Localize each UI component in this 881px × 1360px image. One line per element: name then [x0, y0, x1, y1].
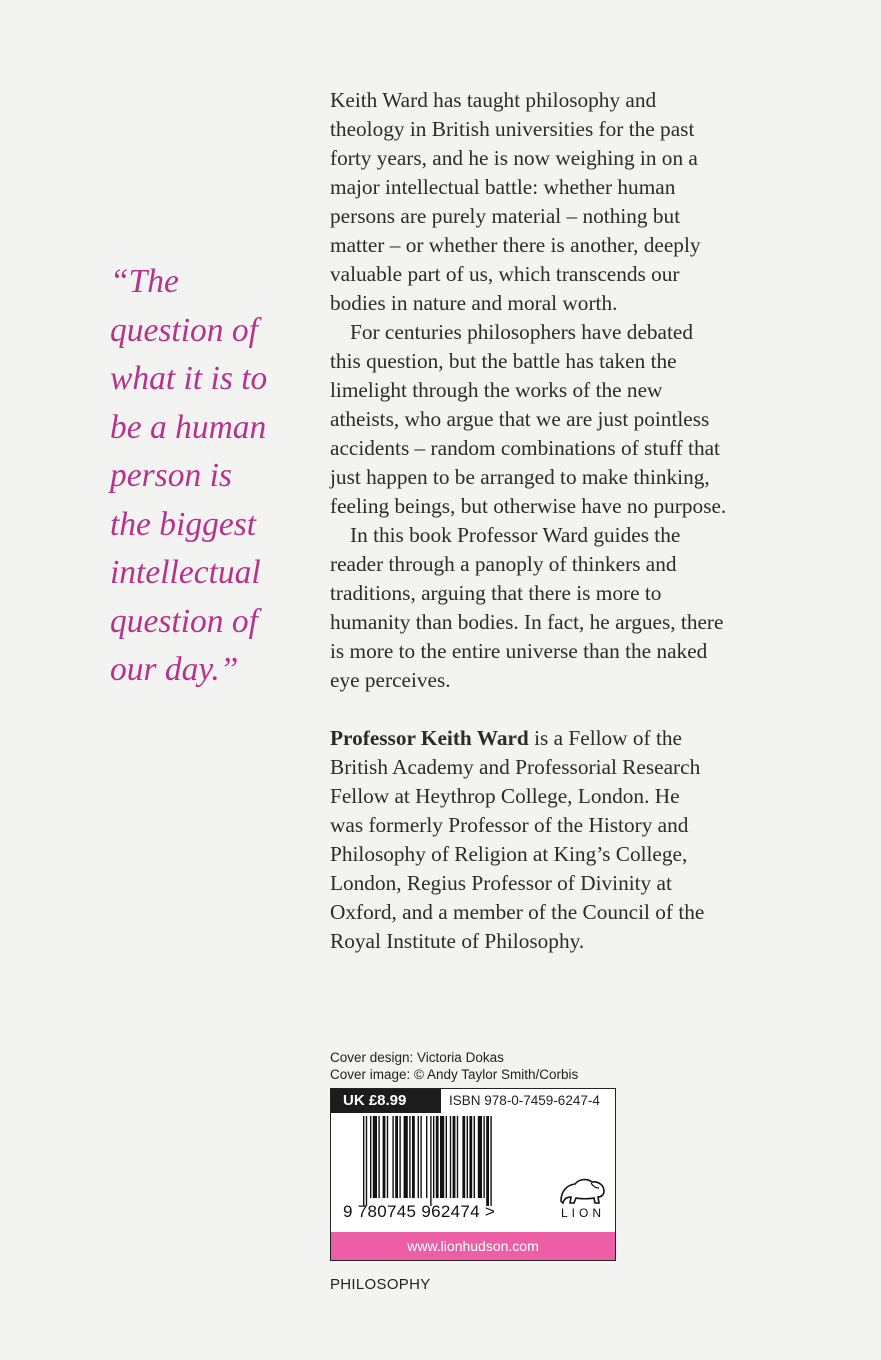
barcode-bar	[383, 1116, 386, 1198]
book-description	[330, 86, 800, 695]
description-line: valuable part of us, which transcends our	[330, 262, 680, 286]
barcode-bar	[418, 1116, 419, 1198]
quote-line: question of	[110, 311, 258, 349]
isbn-label: ISBN 978-0-7459-6247-4	[449, 1093, 600, 1108]
bio-line: London, Regius Professor of Divinity at	[330, 871, 672, 895]
description-line: Keith Ward has taught philosophy and	[330, 88, 657, 112]
barcode-bar	[486, 1116, 489, 1206]
bio-line: Oxford, and a member of the Council of the	[330, 900, 705, 924]
barcode-bar	[387, 1116, 388, 1198]
description-line: matter – or whether there is another, deeply	[330, 233, 701, 257]
barcode-bar	[373, 1116, 377, 1198]
barcode-bar	[483, 1116, 484, 1198]
bio-line: Royal Institute of Philosophy.	[330, 929, 585, 953]
description-line: theology in British universities for the past	[330, 117, 695, 141]
description-line: humanity than bodies. In fact, he argues, there	[330, 610, 724, 634]
barcode-bar	[420, 1116, 421, 1198]
barcode-bar	[430, 1116, 431, 1206]
description-line: forty years, and he is now weighing in on a	[330, 146, 698, 170]
bio-line: British Academy and Professorial Research	[330, 755, 701, 779]
barcode-bars	[361, 1116, 547, 1206]
description-line: reader through a panoply of thinkers and	[330, 552, 677, 576]
quote-line: be a human	[110, 408, 267, 446]
quote-line: intellectual	[110, 554, 261, 591]
description-line: In this book Professor Ward guides the	[350, 523, 681, 547]
quote-line: question of	[110, 602, 258, 640]
bio-line	[330, 724, 800, 753]
barcode-bar	[490, 1116, 491, 1206]
bio-line: Philosophy of Religion at King’s College,	[330, 842, 688, 866]
barcode-bar	[399, 1116, 400, 1198]
lion-icon	[555, 1175, 611, 1207]
cover-image-credit: Cover image: © Andy Taylor Smith/Corbis	[330, 1067, 579, 1082]
barcode-bar	[436, 1116, 439, 1198]
barcode-bar	[440, 1116, 444, 1198]
description-line: traditions, arguing that there is more to	[330, 581, 662, 605]
barcode-bar	[370, 1116, 371, 1198]
quote-line: the biggest	[110, 505, 257, 543]
pull-quote	[110, 258, 290, 695]
description-line: limelight through the works of the new	[330, 378, 663, 402]
author-bio	[330, 724, 800, 956]
cover-design-credit: Cover design: Victoria Dokas	[330, 1050, 504, 1065]
bio-line: Fellow at Heythrop College, London. He	[330, 784, 680, 808]
publisher-website: www.lionhudson.com	[331, 1232, 615, 1260]
barcode-bar	[378, 1116, 379, 1198]
barcode-bar	[409, 1116, 410, 1198]
description-line: major intellectual battle: whether human	[330, 175, 676, 199]
description-line: just happen to be arranged to make thinking,	[330, 465, 710, 489]
description-line: atheists, who argue that we are just pointless	[330, 407, 710, 431]
barcode-bar	[462, 1116, 465, 1198]
description-line: bodies in nature and moral worth.	[330, 291, 618, 315]
description-line: is more to the entire universe than the naked	[330, 639, 708, 663]
bio-line: was formerly Professor of the History and	[330, 813, 689, 837]
barcode-bar	[469, 1116, 472, 1198]
quote-line: what it is to	[110, 360, 268, 397]
barcode-panel	[330, 1088, 616, 1261]
publisher-logo-text: LION	[560, 1206, 605, 1220]
barcode-bar	[404, 1116, 408, 1198]
barcode-bar	[450, 1116, 451, 1198]
author-name: Professor Keith Ward	[330, 726, 529, 750]
barcode-bar	[467, 1116, 468, 1198]
description-line: accidents – random combinations of stuff that	[330, 436, 720, 460]
barcode-bar	[392, 1116, 393, 1198]
book-category: PHILOSOPHY	[330, 1276, 431, 1293]
barcode-bar	[412, 1116, 415, 1198]
barcode-bar	[426, 1116, 427, 1198]
barcode-bar	[474, 1116, 475, 1198]
quote-line: “The	[110, 263, 179, 300]
barcode-bar	[478, 1116, 482, 1198]
description-line: For centuries philosophers have debated	[350, 320, 694, 344]
barcode-bar	[453, 1116, 456, 1198]
barcode-bar	[433, 1116, 434, 1198]
price-label: UK £8.99	[331, 1089, 441, 1113]
quote-line: our day.”	[110, 651, 239, 688]
description-line: feeling beings, but otherwise have no purpose.	[330, 494, 727, 518]
barcode-bar	[363, 1116, 364, 1206]
barcode-bar	[366, 1116, 367, 1206]
quote-line: person is	[110, 457, 232, 494]
cover-credits	[330, 1049, 578, 1083]
barcode-digits: 9 780745 962474 >	[343, 1202, 496, 1221]
description-line: this question, but the battle has taken the	[330, 349, 677, 373]
barcode-bar	[457, 1116, 458, 1198]
barcode-bar	[446, 1116, 447, 1198]
description-line: persons are purely material – nothing but	[330, 204, 681, 228]
barcode-bar	[395, 1116, 398, 1198]
bio-line-rest: is a Fellow of the	[528, 726, 682, 750]
description-line: eye perceives.	[330, 668, 451, 692]
